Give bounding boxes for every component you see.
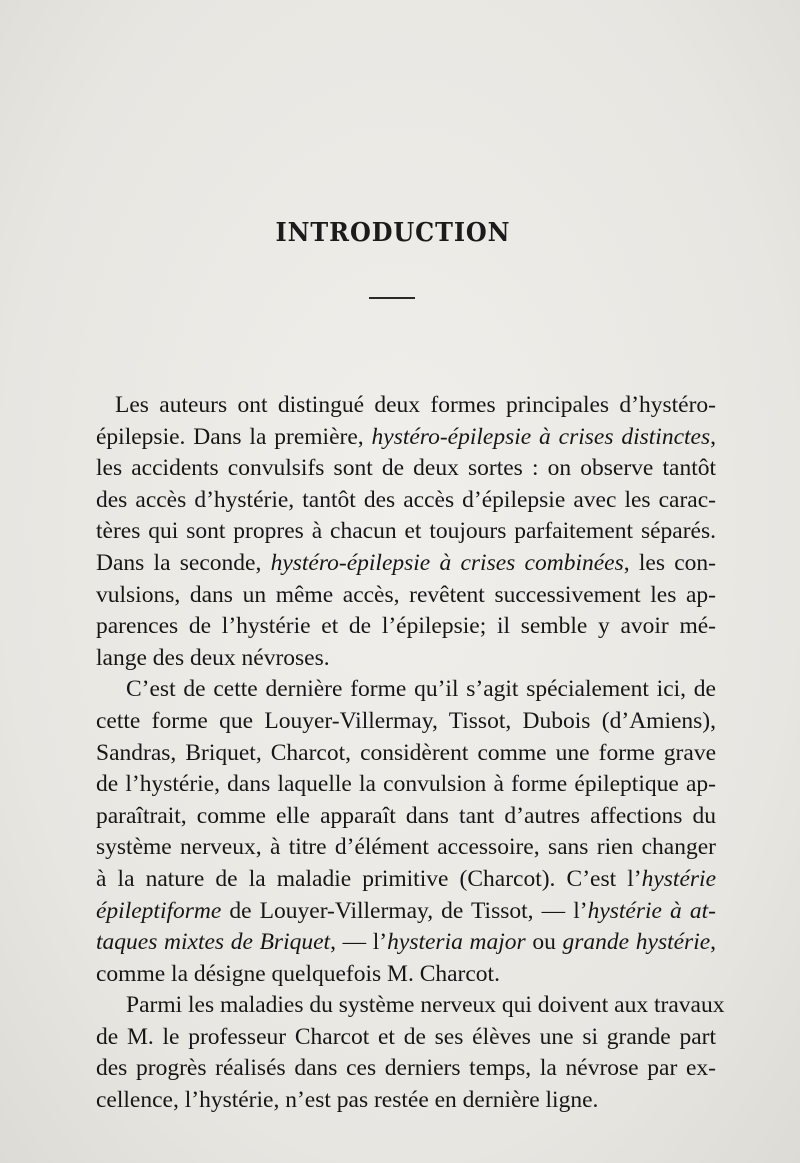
text-line: Sandras, Briquet, Charcot, considèrent comme une forme grave (96, 739, 716, 766)
text-line: à la nature de la maladie primitive (Charcot). C’est l’hystérie (96, 865, 716, 892)
italic-text: grande hystérie (562, 929, 711, 956)
paragraph (96, 990, 725, 1116)
text-line: vulsions, dans un même accès, revêtent successivement les ap- (96, 581, 716, 608)
text-line: épilepsie. Dans la première, hystéro-épilepsie à crises distinctes, (96, 423, 716, 450)
text-line: de l’hystérie, dans laquelle la convulsion à forme épileptique ap- (96, 771, 716, 798)
text-line: cellence, l’hystérie, n’est pas restée en dernière ligne. (96, 1087, 599, 1114)
italic-text: hystérie à at- (587, 897, 716, 924)
text-line: les accidents convulsifs sont de deux sortes : on observe tantôt (96, 455, 716, 482)
paragraph (96, 390, 716, 674)
text-line: paraîtrait, comme elle apparaît dans tant d’autres affections du (96, 802, 716, 829)
body-text (96, 390, 725, 1117)
text-line: épileptiforme de Louyer-Villermay, de Tissot, — l’hystérie à at- (96, 897, 716, 924)
page-title: INTRODUCTION (275, 218, 511, 248)
title-rule (369, 297, 415, 299)
text-line: des accès d’hystérie, tantôt des accès d’épilepsie avec les carac- (96, 486, 716, 513)
text-line: taques mixtes de Briquet, — l’hysteria major ou grande hystérie, (96, 929, 717, 956)
paragraph (96, 674, 716, 990)
italic-text: épileptiforme (96, 897, 222, 924)
text-line: Les auteurs ont distingué deux formes principales d’hystéro- (115, 392, 716, 418)
text-line: C’est de cette dernière forme qu’il s’agit spécialement ici, de (126, 676, 716, 703)
text-line: tères qui sont propres à chacun et toujours parfaitement séparés. (96, 518, 716, 545)
text-line: Dans la seconde, hystéro-épilepsie à crises combinées, les con- (96, 549, 716, 576)
italic-text: hysteria major (387, 929, 526, 956)
text-line: Parmi les maladies du système nerveux qui doivent aux travaux (126, 992, 725, 1019)
text-line: parences de l’hystérie et de l’épilepsie; il semble y avoir mé- (96, 613, 716, 640)
text-line: lange des deux névroses. (96, 644, 330, 671)
text-line: des progrès réalisés dans ces derniers temps, la névrose par ex- (96, 1055, 716, 1082)
italic-text: hystéro-épilepsie à crises distinctes (371, 423, 711, 450)
italic-text: hystérie (641, 865, 716, 892)
text-line: comme la désigne quelquefois M. Charcot. (96, 960, 500, 987)
text-line: système nerveux, à titre d’élément accessoire, sans rien changer (96, 834, 716, 861)
italic-text: taques mixtes de Briquet (96, 929, 331, 956)
text-line: de M. le professeur Charcot et de ses élèves une si grande part (96, 1023, 716, 1050)
italic-text: hystéro-épilepsie à crises combinées (270, 549, 624, 576)
text-line: cette forme que Louyer-Villermay, Tissot, Dubois (d’Amiens), (96, 707, 716, 734)
